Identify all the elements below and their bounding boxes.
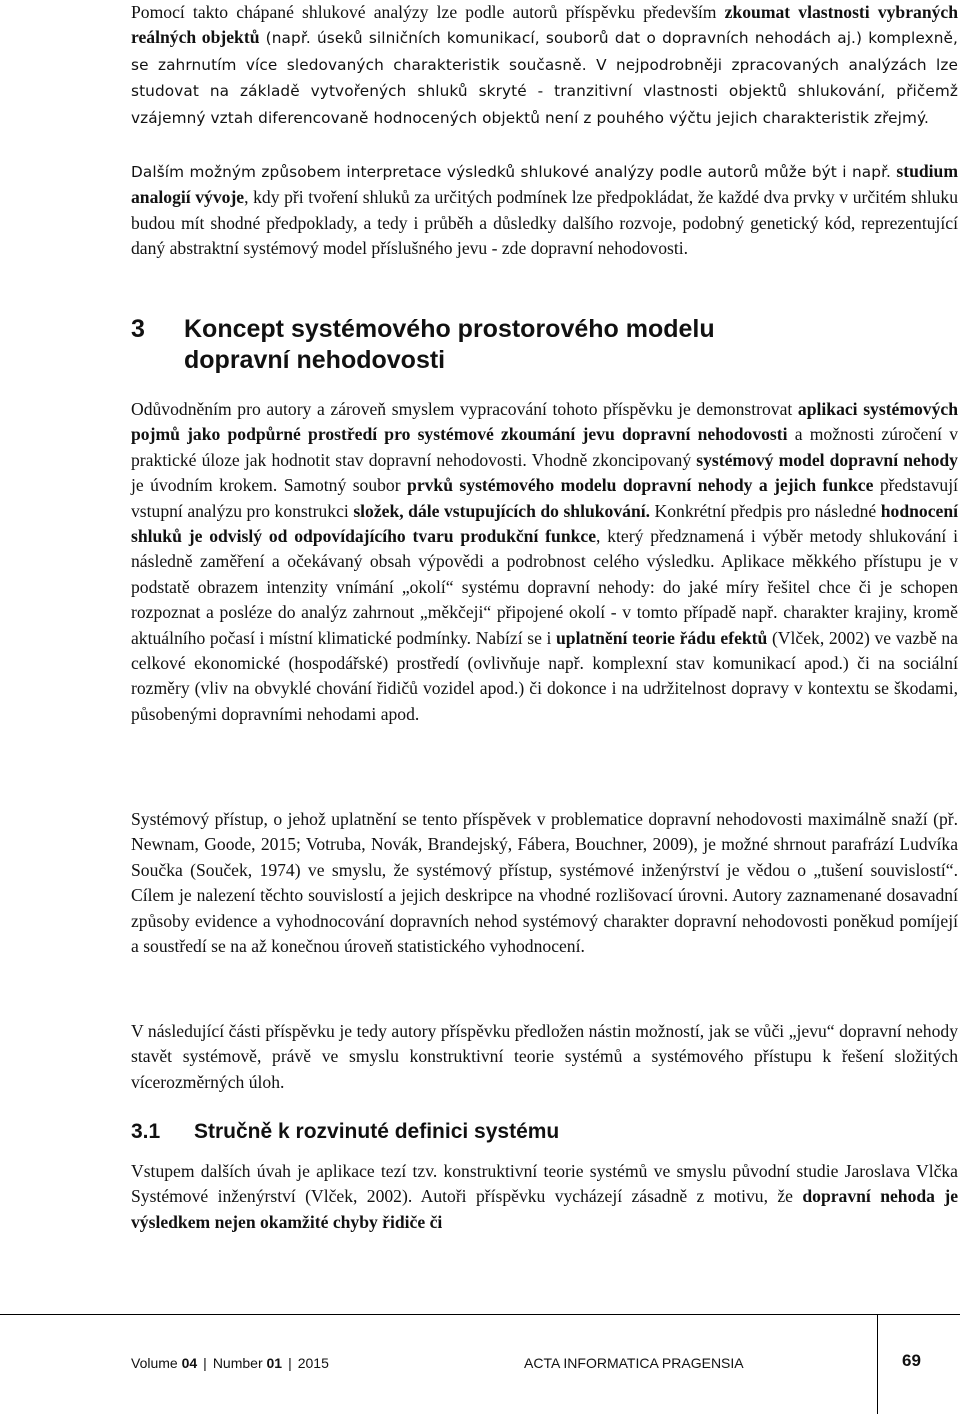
- text-run: dopravní nehoda je výsledkem nejen okamžité chyby řidiče či: [131, 1186, 958, 1232]
- text-run: Systémový přístup, o jehož uplatnění se tento příspěvek v problematice dopravní nehodovosti maximálně snaží (př. Newnam, Goode, 2015; Votruba, Novák, Brandejský, Fábera, Bouchner, 2009), je možné shrnout parafrází Ludvíka Součka (Souček, 1974) ve smyslu, že systémový přístup, systémové inženýrství je vědou o „tušení souvislostí“. Cílem je nalezení těchto souvislostí a jejich deskripce na vhodné rozlišovací úrovni. Autory zaznamenané dosavadní způsoby evidence a vyhodnocování dopravních nehod systémový charakter dopravní nehodovosti poněkud pomíjejí a soustředí se na až konečnou úroveň statistického vyhodnocení.: [131, 809, 958, 957]
- text-run: Pomocí takto chápané shlukové analýzy lze podle autorů příspěvku především: [131, 2, 725, 22]
- footer-divider: [0, 1314, 960, 1315]
- volume-number: 04: [181, 1355, 198, 1371]
- text-run: aplikaci systémových pojmů jako podpůrné prostředí pro systémové zkoumání jevu dopravní nehodovosti: [131, 399, 958, 445]
- text-run: uplatnění teorie řádu efektů: [556, 627, 768, 648]
- footer-page-divider: [877, 1314, 878, 1414]
- text-run: je úvodním krokem. Samotný soubor: [131, 475, 408, 496]
- text-run: složek, dále vstupujících do shlukování.: [353, 500, 651, 521]
- section-heading-3: [131, 314, 958, 376]
- subsection-title: Stručně k rozvinuté definici systému: [194, 1120, 560, 1143]
- paragraph-definition: [131, 1159, 958, 1235]
- volume-label: Volume: [131, 1355, 178, 1371]
- paragraph-system-approach: [131, 807, 958, 959]
- text-run: zkoumat vlastnosti vybraných reálných objektů: [131, 2, 958, 48]
- subsection-number: 3.1: [131, 1120, 161, 1143]
- footer-issue: Volume 04 | Number 01 | 2015: [131, 1355, 329, 1371]
- paragraph-justification: [131, 397, 958, 727]
- journal-name: ACTA INFORMATICA PRAGENSIA: [524, 1355, 744, 1371]
- issue-year: 2015: [297, 1355, 329, 1371]
- text-run: (Vlček, 2002) ve vazbě na celkové ekonomické (hospodářské) prostředí (ovlivňuje např. komplexní stav komunikací apod.) či na sociální rozměry (vliv na obvyklé chování řidičů vozidel apod.) či dokonce i na udržitelnost dopravy v kontextu se škodami, působenými dopravními nehodami apod.: [131, 627, 958, 724]
- section-number: 3: [131, 315, 145, 343]
- subsection-heading-3-1: [131, 1118, 958, 1146]
- text-run: systémový model dopravní nehody: [696, 449, 958, 470]
- number-label: Number: [212, 1355, 263, 1371]
- text-run: komplexně, se zahrnutím více sledovaných charakteristik současně. V nejpodrobněji zpracovaných analýzách lze studovat na základě vytvořených shluků skryté - tranzitivní vlastnosti objektů shlukování, přičemž vzájemný vztah diferencovaně hodnocených objektů není z pouhého výčtu jejich charakteristik zřejmý.: [131, 29, 958, 127]
- text-run: Konkrétní předpis pro následné: [650, 500, 881, 521]
- section-title-line2: dopravní nehodovosti: [184, 346, 446, 374]
- text-run: , kdy při tvoření shluků za určitých podmínek lze předpokládat, že každé dva prvky v určitém shluku budou mít shodné předpoklady, a tedy i průběh a důsledky dalšího rozvoje, podobný genetický kód, reprezentující daný abstraktní systémový model příslušného jevu - zde dopravní nehodovosti.: [131, 187, 958, 259]
- text-run: prvků systémového modelu dopravní nehody a jejich funkce: [407, 475, 874, 496]
- text-run: , který předznamená i výběr metody shlukování i následně zaměření a očekávaný obsah výpovědi a podrobnost celého výsledku. Aplikace měkkého přístupu je v podstatě obrazem intenzity vnímání „okolí“ systému dopravní nehody: do jaké míry řešitel chce či je schopen rozpoznat a posléze do analýz zahrnout „měkčeji“ připojené okolí - v tomto případě např. charakter krajiny, kromě aktuálního počasí i místní klimatické podmínky. Nabízí se i: [131, 526, 958, 648]
- text-run: Vstupem dalších úvah je aplikace tezí tzv. konstruktivní teorie systémů ve smyslu původní studie Jaroslava Vlčka Systémové inženýrství (Vlček, 2002). Autoři příspěvku vycházejí zásadně z motivu, že: [131, 1161, 958, 1207]
- paragraph-outline: [131, 1019, 958, 1095]
- text-run: představují vstupní analýzu pro konstrukci: [131, 475, 959, 521]
- text-run: hodnocení shluků je odvislý od odpovídajícího tvaru produkční funkce: [131, 500, 958, 547]
- text-run: Dalším možným způsobem interpretace výsledků shlukové analýzy podle autorů může být i např.: [131, 163, 897, 181]
- text-run: studium analogií vývoje: [131, 161, 958, 208]
- text-run: V následující části příspěvku je tedy autory příspěvku předložen nástin možností, jak se vůči „jevu“ dopravní nehody stavět systémově, právě ve smyslu konstruktivní teorie systémů a systémového přístupu k řešení složitých vícerozměrných úloh.: [131, 1021, 958, 1092]
- section-title-line1: Koncept systémového prostorového modelu: [184, 315, 715, 343]
- text-run: a možnosti zúročení v praktické úloze jak hodnotit stav dopravní nehodovosti. Vhodně zkoncipovaný: [131, 424, 958, 470]
- page-number: 69: [902, 1351, 921, 1370]
- text-run: (např. úseků silničních komunikací, souborů dat o dopravních nehodách aj.): [259, 29, 869, 48]
- issue-number: 01: [266, 1355, 283, 1371]
- text-run: Odůvodněním pro autory a zároveň smyslem vypracování tohoto příspěvku je demonstrovat: [131, 399, 798, 419]
- paragraph-interpretation: [131, 159, 958, 262]
- paragraph-clustering-use: [131, 0, 958, 131]
